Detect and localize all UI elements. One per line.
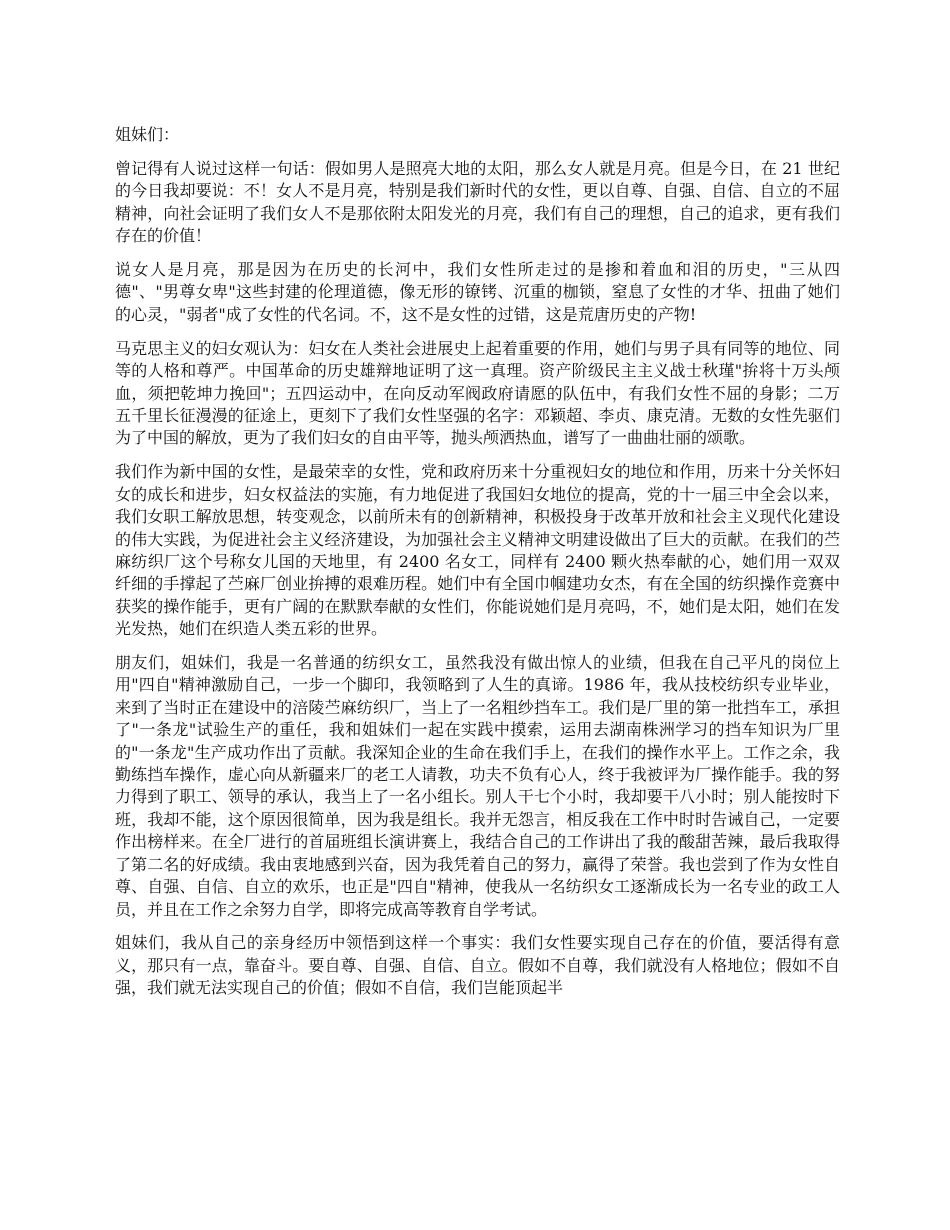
greeting: 姐妹们：: [115, 125, 180, 144]
paragraph-personal-story: 朋友们，姐妹们，我是一名普通的纺织女工，虽然我没有做出惊人的业绩，但我在自己平凡的岗位上用"四自"精神激励自己，一步一个脚印，我领略到了人生的真谛。1986 年，我从技校纺织专业毕业，来到了当时正在建设中的涪陵苎麻纺织厂，当上了一名粗纱挡车工。我们是厂里的第一批挡车工，承担了"一条龙"试验生产的重任，我和姐妹们一起在实践中摸索，运用去湖南株洲学习的挡车知识为厂里的"一条龙"生产成功作出了贡献。我深知企业的生命在我们手上，在我们的操作水平上。工作之余，我勤练挡车操作，虚心向从新疆来厂的老工人请教，功夫不负有心人，终于我被评为厂操作能手。我的努力得到了职工、领导的承认，我当上了一名小组长。别人干七个小时，我却要干八小时；别人能按时下班，我却不能，这个原因很简单，因为我是组长。我并无怨言，相反我在工作中时时告诫自己，一定要作出榜样来。在全厂进行的首届班组长演讲赛上，我结合自己的工作讲出了我的酸甜苦辣，最后我取得了第二名的好成绩。我由衷地感到兴奋，因为我凭着自己的努力，赢得了荣誉。我也尝到了作为女性自尊、自强、自信、自立的欢乐，也正是"四自"精神，使我从一名纺织女工逐渐成长为一名专业的政工人员，并且在工作之余努力自学，即将完成高等教育自学考试。: [115, 653, 840, 919]
paragraph-marxist-view: 马克思主义的妇女观认为：妇女在人类社会进展史上起着重要的作用，她们与男子具有同等的地位、同等的人格和尊严。中国革命的历史雄辩地证明了这一真理。资产阶级民主主义战士秋瑾"拚将十万头颅血，须把乾坤力挽回"；五四运动中，在向反动军阀政府请愿的队伍中，有我们女性不屈的身影；二万五千里长征漫漫的征途上，更刻下了我们女性坚强的名字：邓颖超、李贞、康克清。无数的女性先驱们为了中国的解放，更为了我们妇女的自由平等，抛头颅洒热血，谱写了一曲曲壮丽的颂歌。: [115, 338, 840, 448]
paragraph-moon-quote: 曾记得有人说过这样一句话：假如男人是照亮大地的太阳，那么女人就是月亮。但是今日，在 21 世纪的今日我却要说：不！女人不是月亮，特别是我们新时代的女性，更以自尊、自强、自信、自立的不屈精神，向社会证明了我们女人不是那依附太阳发光的月亮，我们有自己的理想，自己的追求，更有我们存在的价值！: [115, 158, 840, 246]
document-page: [115, 124, 840, 1011]
paragraph-new-china-women: 我们作为新中国的女性，是最荣幸的女性，党和政府历来十分重视妇女的地位和作用，历来十分关怀妇女的成长和进步，妇女权益法的实施，有力地促进了我国妇女地位的提高，党的十一届三中全会以来，我们女职工解放思想，转变观念，以前所未有的创新精神，积极投身于改革开放和社会主义现代化建设的伟大实践，为促进社会主义经济建设，为加强社会主义精神文明建设做出了巨大的贡献。在我们的苎麻纺织厂这个号称女儿国的天地里，有 2400 名女工，同样有 2400 颗火热奉献的心，她们用一双双纤细的手撑起了苎麻厂创业拚搏的艰难历程。她们中有全国巾帼建功女杰，有在全国的纺织操作竞赛中获奖的操作能手，更有广阔的在默默奉献的女性们，你能说她们是月亮吗，不，她们是太阳，她们在发光发热，她们在织造人类五彩的世界。: [115, 462, 840, 639]
paragraph-history: 说女人是月亮，那是因为在历史的长河中，我们女性所走过的是掺和着血和泪的历史，"三从四德"、"男尊女卑"这些封建的伦理道德，像无形的镣铐、沉重的枷锁，窒息了女性的才华、扭曲了她们的心灵，"弱者"成了女性的代名词。不，这不是女性的过错，这是荒唐历史的产物!: [115, 260, 840, 324]
paragraph-conclusion: 姐妹们，我从自己的亲身经历中领悟到这样一个事实：我们女性要实现自己存在的价值，要活得有意义，那只有一点，靠奋斗。要自尊、自强、自信、自立。假如不自尊，我们就没有人格地位；假如不自强，我们就无法实现自己的价值；假如不自信，我们岂能顶起半: [115, 933, 840, 998]
